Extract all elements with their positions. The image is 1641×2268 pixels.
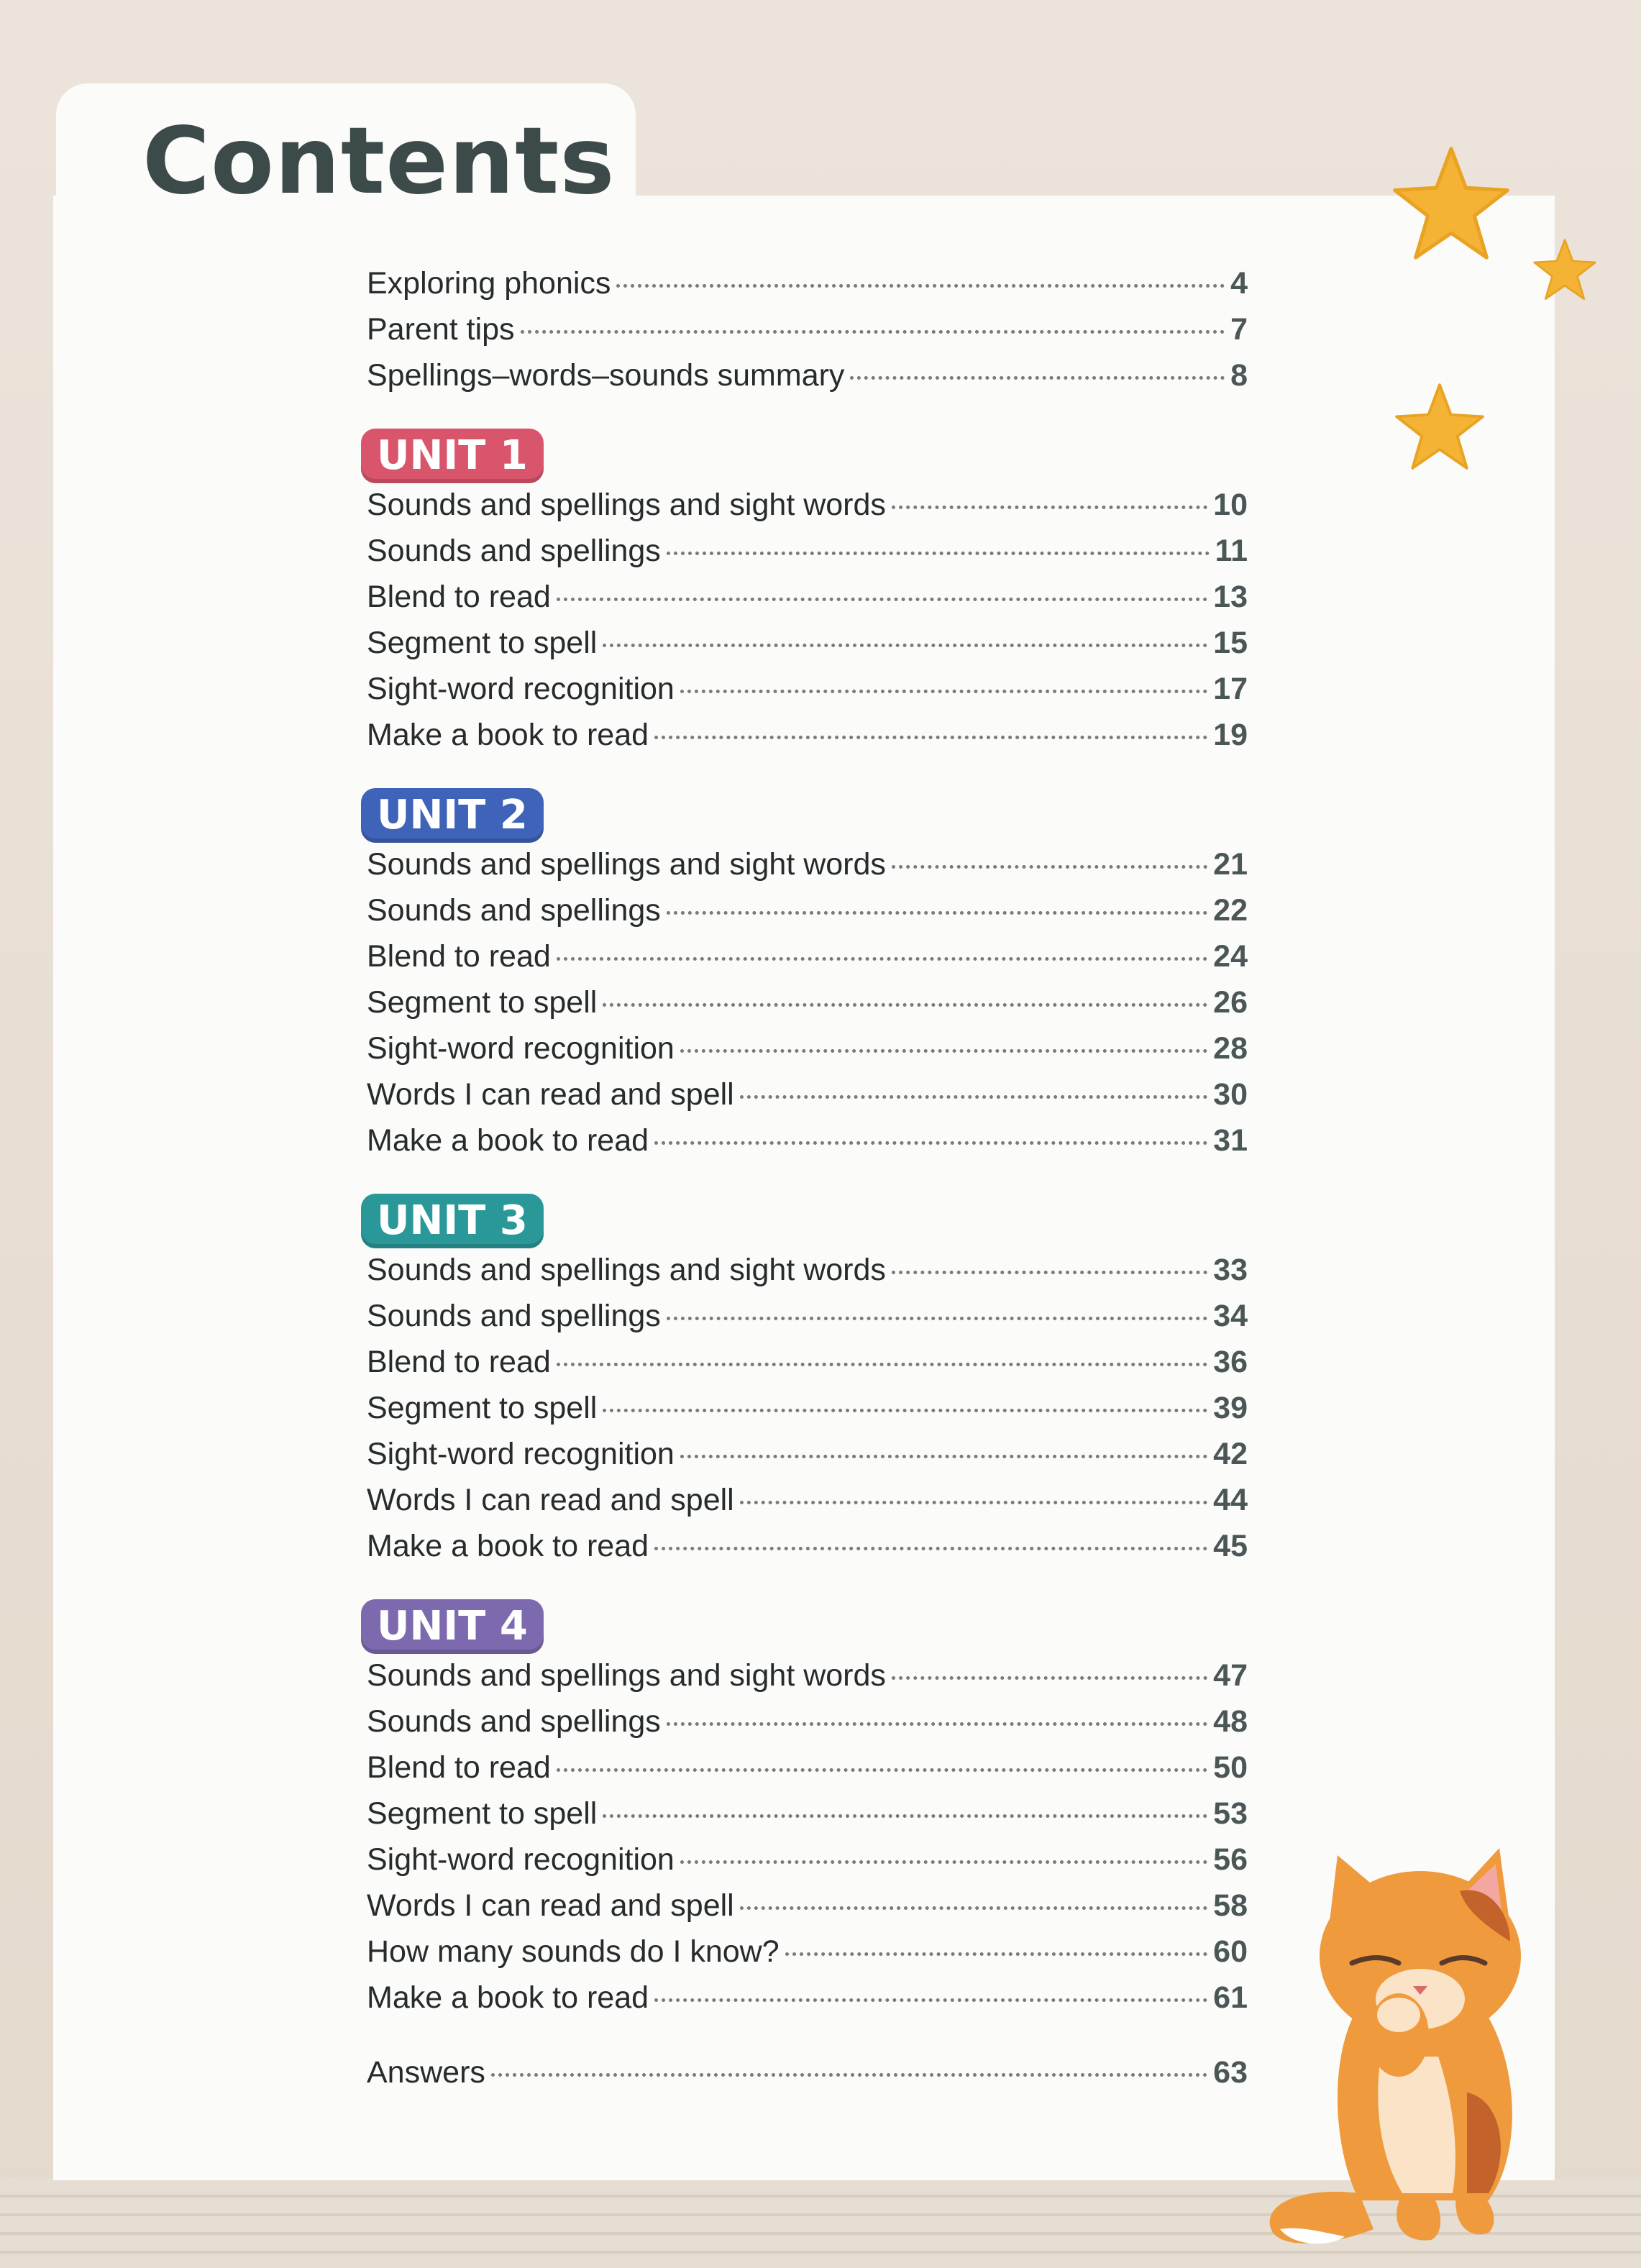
toc-entry[interactable] — [367, 1253, 1248, 1299]
dot-leader — [654, 1998, 1207, 2002]
toc-entry[interactable] — [367, 847, 1248, 893]
page-number: 39 — [1213, 1391, 1248, 1425]
page-title: Contents — [142, 108, 616, 215]
page-number: 60 — [1213, 1934, 1248, 1969]
page-number: 22 — [1213, 893, 1248, 928]
dot-leader — [892, 506, 1207, 509]
dot-leader — [491, 2073, 1207, 2077]
entry-title: Blend to read — [367, 1750, 551, 1785]
entry-title: Sight-word recognition — [367, 1031, 675, 1066]
page-number: 19 — [1213, 718, 1248, 752]
toc-entry[interactable] — [367, 488, 1248, 534]
dot-leader — [892, 1676, 1207, 1680]
entry-title: Segment to spell — [367, 1391, 598, 1425]
units-section — [367, 429, 1248, 2026]
page-number: 42 — [1213, 1437, 1248, 1471]
toc-entry[interactable] — [367, 672, 1248, 718]
dot-leader — [557, 957, 1207, 961]
intro-section — [367, 266, 1248, 404]
toc-entry[interactable] — [367, 1980, 1248, 2026]
dot-leader — [603, 1409, 1207, 1412]
page-number: 15 — [1213, 626, 1248, 660]
page-number: 63 — [1213, 2055, 1248, 2090]
page-number: 45 — [1213, 1529, 1248, 1563]
entry-title: Sight-word recognition — [367, 672, 675, 706]
unit-badge: UNIT 1 — [361, 429, 544, 483]
toc-entry[interactable] — [367, 1529, 1248, 1575]
dot-leader — [557, 598, 1207, 601]
entry-title: Sight-word recognition — [367, 1842, 675, 1877]
page-number: 28 — [1213, 1031, 1248, 1066]
toc-entry[interactable] — [367, 1658, 1248, 1704]
toc-entry[interactable] — [367, 312, 1248, 358]
page-number: 21 — [1213, 847, 1248, 882]
dot-leader — [667, 911, 1207, 915]
page-number: 24 — [1213, 939, 1248, 974]
page-number: 31 — [1213, 1123, 1248, 1158]
dot-leader — [740, 1906, 1207, 1910]
page-number: 56 — [1213, 1842, 1248, 1877]
dot-leader — [603, 644, 1207, 647]
page-number: 26 — [1213, 985, 1248, 1020]
page-number: 10 — [1213, 488, 1248, 522]
entry-title: Sight-word recognition — [367, 1437, 675, 1471]
entry-title: Sounds and spellings and sight words — [367, 1658, 886, 1693]
dot-leader — [892, 1271, 1207, 1274]
entry-title: Segment to spell — [367, 1796, 598, 1831]
page-number: 58 — [1213, 1888, 1248, 1923]
toc-entry[interactable] — [367, 1299, 1248, 1345]
toc-entry[interactable] — [367, 1934, 1248, 1980]
page-number: 13 — [1213, 580, 1248, 614]
toc-entry[interactable] — [367, 1031, 1248, 1077]
star-icon — [1386, 144, 1516, 266]
toc-entry[interactable] — [367, 1483, 1248, 1529]
dot-leader — [892, 865, 1207, 869]
page-number: 48 — [1213, 1704, 1248, 1739]
entry-title: Blend to read — [367, 580, 551, 614]
page-number: 34 — [1213, 1299, 1248, 1333]
dot-leader — [654, 1141, 1207, 1145]
toc-entry[interactable] — [367, 358, 1248, 404]
toc-entry[interactable] — [367, 939, 1248, 985]
toc-entry[interactable] — [367, 1345, 1248, 1391]
dot-leader — [680, 1860, 1207, 1864]
dot-leader — [616, 284, 1225, 288]
page-number: 44 — [1213, 1483, 1248, 1517]
toc-entry[interactable] — [367, 626, 1248, 672]
entry-title: How many sounds do I know? — [367, 1934, 780, 1969]
entry-title: Make a book to read — [367, 718, 649, 752]
entry-title: Make a book to read — [367, 1980, 649, 2015]
toc-entry[interactable] — [367, 718, 1248, 764]
toc-entry[interactable] — [367, 1704, 1248, 1750]
page-number: 7 — [1230, 312, 1248, 347]
page-number: 8 — [1230, 358, 1248, 393]
toc-entry[interactable] — [367, 266, 1248, 312]
page-number: 50 — [1213, 1750, 1248, 1785]
entry-title: Words I can read and spell — [367, 1077, 734, 1112]
toc-entry[interactable] — [367, 1888, 1248, 1934]
unit-badge: UNIT 3 — [361, 1194, 544, 1248]
entry-title: Make a book to read — [367, 1123, 649, 1158]
entry-title: Blend to read — [367, 939, 551, 974]
dot-leader — [850, 376, 1225, 380]
cat-illustration — [1251, 1819, 1568, 2251]
toc-entry[interactable] — [367, 534, 1248, 580]
unit-section — [367, 429, 1248, 764]
dot-leader — [667, 1317, 1207, 1320]
page-number: 33 — [1213, 1253, 1248, 1287]
entry-title: Sounds and spellings — [367, 893, 661, 928]
dot-leader — [680, 690, 1207, 693]
unit-section — [367, 1599, 1248, 2026]
unit-section — [367, 1194, 1248, 1575]
entry-title: Words I can read and spell — [367, 1483, 734, 1517]
dot-leader — [740, 1501, 1207, 1504]
entry-title: Spellings–words–sounds summary — [367, 358, 845, 393]
toc-entry[interactable] — [367, 1796, 1248, 1842]
toc-entry[interactable] — [367, 580, 1248, 626]
star-icon — [1391, 381, 1489, 475]
toc-entry[interactable] — [367, 1842, 1248, 1888]
entry-title: Sounds and spellings — [367, 1704, 661, 1739]
page-number: 61 — [1213, 1980, 1248, 2015]
answers-section — [367, 2055, 1248, 2101]
toc-entry[interactable] — [367, 985, 1248, 1031]
dot-leader — [654, 1547, 1207, 1550]
toc-entry[interactable] — [367, 1391, 1248, 1437]
unit-section — [367, 788, 1248, 1169]
toc-entry[interactable] — [367, 1123, 1248, 1169]
entry-title: Segment to spell — [367, 626, 598, 660]
entry-title: Blend to read — [367, 1345, 551, 1379]
toc-entry[interactable] — [367, 893, 1248, 939]
entry-title: Parent tips — [367, 312, 515, 347]
page-number: 17 — [1213, 672, 1248, 706]
dot-leader — [603, 1814, 1207, 1818]
entry-title: Words I can read and spell — [367, 1888, 734, 1923]
page-number: 4 — [1230, 266, 1248, 301]
dot-leader — [557, 1768, 1207, 1772]
dot-leader — [603, 1003, 1207, 1007]
dot-leader — [521, 330, 1225, 334]
dot-leader — [667, 1722, 1207, 1726]
unit-badge: UNIT 4 — [361, 1599, 544, 1654]
page-number: 30 — [1213, 1077, 1248, 1112]
toc-entry[interactable] — [367, 1750, 1248, 1796]
unit-badge: UNIT 2 — [361, 788, 544, 843]
dot-leader — [654, 736, 1207, 739]
entry-title: Sounds and spellings and sight words — [367, 488, 886, 522]
entry-title: Make a book to read — [367, 1529, 649, 1563]
toc-entry[interactable] — [367, 1077, 1248, 1123]
page-number: 53 — [1213, 1796, 1248, 1831]
entry-title: Sounds and spellings — [367, 534, 661, 568]
dot-leader — [785, 1952, 1208, 1956]
entry-title: Sounds and spellings and sight words — [367, 1253, 886, 1287]
dot-leader — [740, 1095, 1207, 1099]
dot-leader — [680, 1455, 1207, 1458]
dot-leader — [680, 1049, 1207, 1053]
toc-entry[interactable] — [367, 1437, 1248, 1483]
entry-title: Exploring phonics — [367, 266, 611, 301]
dot-leader — [667, 552, 1210, 555]
dot-leader — [557, 1363, 1207, 1366]
entry-title: Segment to spell — [367, 985, 598, 1020]
toc-entry[interactable] — [367, 2055, 1248, 2101]
star-icon — [1530, 237, 1599, 303]
page-number: 36 — [1213, 1345, 1248, 1379]
table-of-contents — [367, 266, 1248, 2101]
entry-title: Answers — [367, 2055, 485, 2090]
entry-title: Sounds and spellings — [367, 1299, 661, 1333]
entry-title: Sounds and spellings and sight words — [367, 847, 886, 882]
page-number: 11 — [1215, 534, 1248, 568]
page-number: 47 — [1213, 1658, 1248, 1693]
